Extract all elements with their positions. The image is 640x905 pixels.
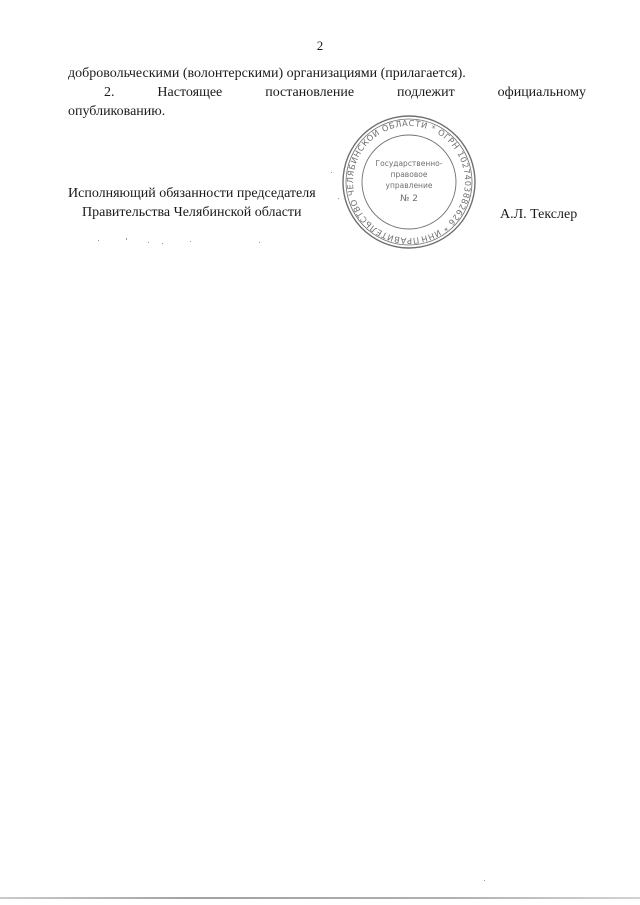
paragraph-2-number: 2. xyxy=(104,85,115,100)
paragraph-2-line-2: опубликованию. xyxy=(68,104,166,119)
official-seal-stamp xyxy=(340,113,478,251)
seal-graphic xyxy=(340,113,478,251)
paragraph-2-word: официальному xyxy=(497,85,586,100)
seal-center-line-2: правовое xyxy=(390,170,428,179)
paragraph-2-word: Настоящее xyxy=(157,85,223,100)
paragraph-2-line-1 xyxy=(104,85,586,101)
seal-center-line-3: управление xyxy=(385,181,433,190)
paragraph-1-continuation: добровольческими (волонтерскими) организациями (прилагается). xyxy=(68,66,466,81)
paragraph-2-word: подлежит xyxy=(397,85,455,100)
seal-outer-text: ПРАВИТЕЛЬСТВО ЧЕЛЯБИНСКОЙ ОБЛАСТИ * ОГРН 1027403882626 * ИНН xyxy=(344,117,474,247)
seal-center-line-4: № 2 xyxy=(400,194,418,204)
page-number: 2 xyxy=(316,38,324,53)
paragraph-2-word: постановление xyxy=(265,85,355,100)
seal-center-line-1: Государственно- xyxy=(375,159,443,168)
signatory-title-line-1: Исполняющий обязанности председателя xyxy=(68,186,316,201)
scan-bottom-edge xyxy=(0,897,640,899)
signatory-name: А.Л. Текслер xyxy=(500,207,578,222)
signatory-title-line-2: Правительства Челябинской области xyxy=(82,205,302,220)
